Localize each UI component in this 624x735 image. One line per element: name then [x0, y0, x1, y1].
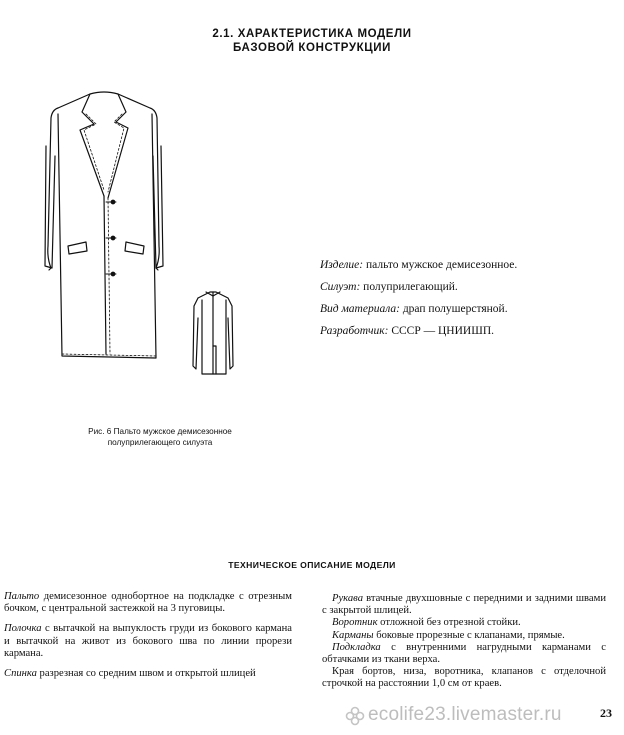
term-text: отложной без отрезной стойки. — [377, 617, 521, 629]
paragraph-sleeves — [322, 593, 606, 617]
section-heading-line1: 2.1. ХАРАКТЕРИСТИКА МОДЕЛИ — [212, 28, 412, 40]
spec-label: Силуэт: — [320, 281, 361, 293]
section-heading-line2: БАЗОВОЙ КОНСТРУКЦИИ — [233, 42, 391, 54]
watermark-text: ecolife23.livemaster.ru — [368, 704, 562, 725]
term: Воротник — [332, 617, 378, 629]
term-text: с внутренними нагрудными карманами с обтачками из ткани верха. — [322, 641, 606, 666]
paragraph-front — [4, 623, 292, 660]
spec-value: СССР — ЦНИИШП. — [388, 325, 495, 337]
figure-caption-line1: Рис. 6 Пальто мужское демисезонное — [88, 427, 232, 436]
term-text: Края бортов, низа, воротника, клапанов с отделочной строчкой на расстоянии 1,0 см от краев. — [322, 666, 606, 690]
front-view-coat — [45, 92, 163, 358]
technical-description-heading: ТЕХНИЧЕСКОЕ ОПИСАНИЕ МОДЕЛИ — [228, 560, 396, 570]
paragraph-collar — [322, 617, 606, 629]
watermark-flower-icon — [345, 706, 365, 726]
term: Рукава — [332, 593, 363, 604]
paragraph-pockets — [322, 630, 606, 642]
paragraph-edges — [322, 666, 606, 690]
term: Карманы — [332, 629, 374, 641]
spec-value: драп полушерстяной. — [399, 303, 508, 315]
spec-label: Изделие: — [320, 259, 364, 271]
term-text: демисезонное однобортное на подкладке с отрезным бочком, с центральной застежкой на 3 пуговицы. — [4, 591, 292, 615]
term-text: разрезная со средним швом и открытой шлицей — [36, 668, 256, 680]
spec-label: Вид материала: — [320, 303, 400, 315]
spec-label: Разработчик: — [320, 325, 389, 337]
spec-developer — [320, 324, 494, 338]
term-text: боковые прорезные с клапанами, прямые. — [373, 629, 565, 641]
spec-value: полуприлегающий. — [360, 281, 458, 293]
term: Подкладка — [332, 641, 381, 653]
paragraph-back — [4, 668, 292, 680]
term: Полочка — [4, 623, 42, 635]
paragraph-coat — [4, 591, 292, 615]
term-text: втачные двухшовные с передними и задними швами с закрытой шлицей. — [322, 593, 606, 617]
page-number: 23 — [600, 706, 612, 720]
figure-caption-line2: полуприлегающего силуэта — [107, 438, 213, 447]
term: Спинка — [4, 668, 37, 680]
term: Пальто — [4, 591, 40, 602]
back-view-coat — [193, 292, 233, 374]
coat-technical-drawing — [30, 86, 260, 386]
term-text: с вытачкой на выпуклость груди из бокового кармана и вытачкой на живот из бокового шва по линии прорези кармана. — [4, 623, 292, 659]
spec-value: пальто мужское демисезонное. — [363, 259, 518, 271]
spec-product — [320, 258, 517, 272]
description-right-column — [322, 593, 606, 691]
description-left-column — [4, 591, 292, 688]
spec-silhouette — [320, 280, 458, 294]
paragraph-lining — [322, 642, 606, 666]
spec-material — [320, 302, 508, 316]
